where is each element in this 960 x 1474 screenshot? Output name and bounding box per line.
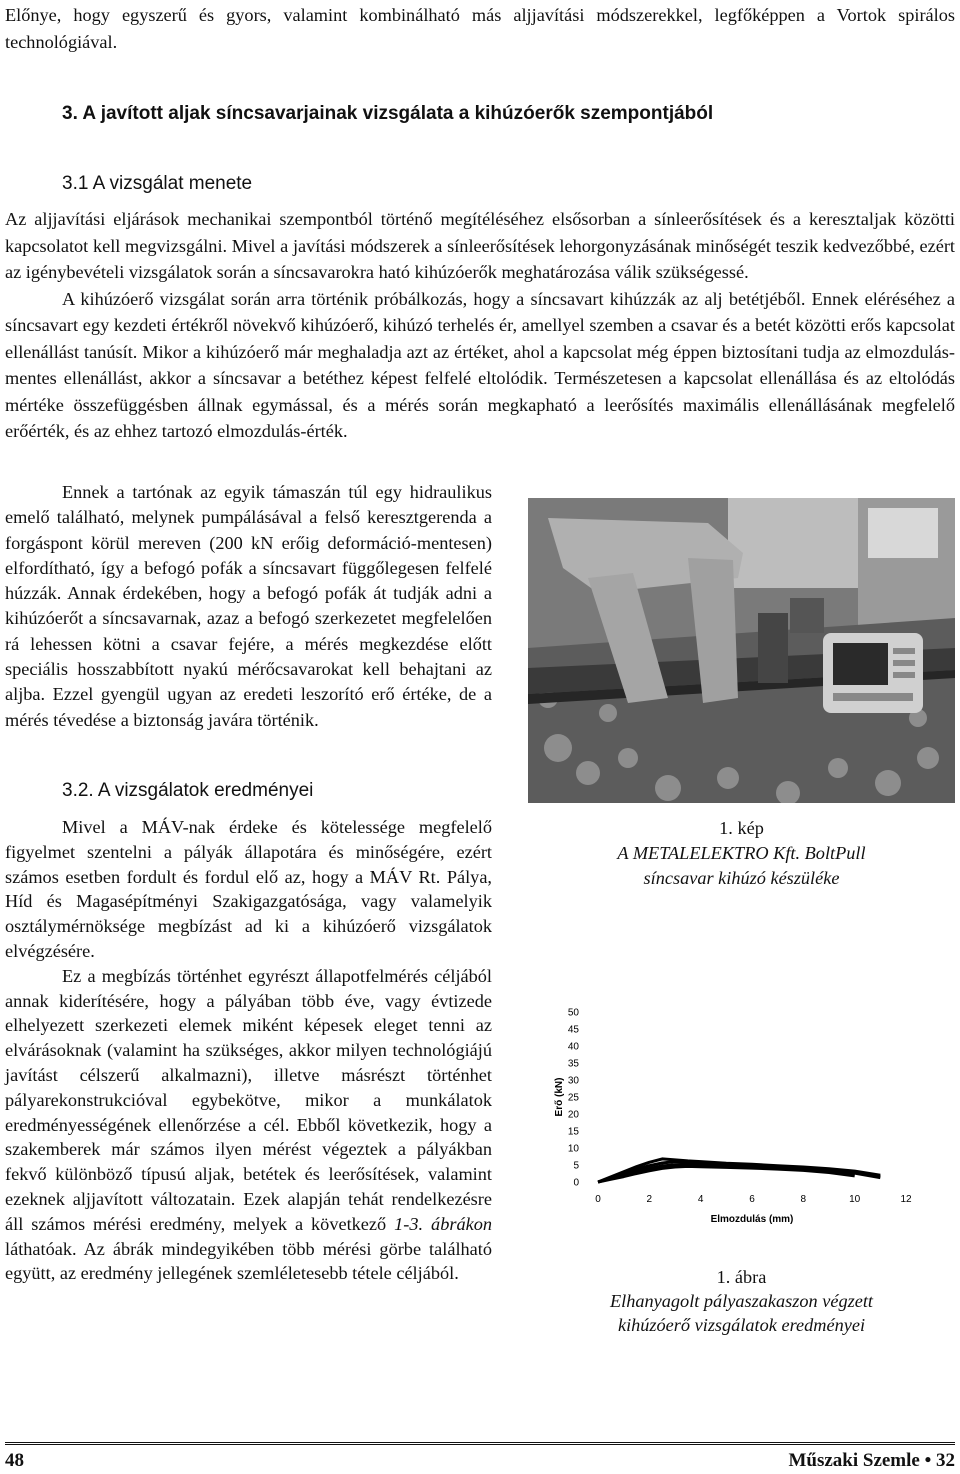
section-3-2-body xyxy=(5,815,492,1286)
footer-rule xyxy=(5,1442,955,1445)
photo-caption xyxy=(528,816,955,891)
chart-caption-line-2: kihúzóerő vizsgálatok eredményei xyxy=(617,1315,866,1335)
y-tick-label: 5 xyxy=(573,1160,579,1172)
intro-paragraph: Előnye, hogy egyszerű és gyors, valamint kombinálható más aljjavítási módszerekkel, legfőképpen a Vortok spirálos technológiával. xyxy=(5,5,955,52)
y-tick-label: 40 xyxy=(567,1041,579,1053)
x-tick-label: 0 xyxy=(595,1194,601,1205)
y-tick-label: 35 xyxy=(567,1058,579,1070)
chart-caption-line-1: Elhanyagolt pályaszakaszon végzett xyxy=(609,1291,873,1311)
y-tick-label: 30 xyxy=(567,1075,579,1087)
photo-caption-number: 1. kép xyxy=(719,818,764,838)
section-3-1-paragraph-1: Az aljjavítási eljárások mechanikai szempontból történő megítéléséhez elsősorban a sínleerősítések és a keresztaljak közötti kapcsolatot kell megvizsgálni. Mivel a javítási módszerek a sínleerősítések lehorgonyzásának minőségét teszik kedvezőbbé, ezért az igénybevételi vizsgálatok során a síncsavarokra ható kihúzóerők meghatározása válik szükségessé. xyxy=(5,209,955,282)
photo-caption-line-2: síncsavar kihúzó készüléke xyxy=(643,868,840,888)
x-tick-label: 8 xyxy=(800,1194,807,1205)
section-3-1-heading: 3.1 A vizsgálat menete xyxy=(62,173,253,194)
x-tick-label: 10 xyxy=(849,1194,861,1205)
y-tick-label: 10 xyxy=(567,1143,579,1155)
section-3-1-paragraph-2: A kihúzóerő vizsgálat során arra történik próbálkozás, hogy a síncsavart kihúzzák az alj betétjéből. Ennek eléréséhez a síncsavart egy kezdeti értékről növekvő kihúzóerő, kihúzó terhelés ér, amellyel szemben a csavar és a betét közötti erős kapcsolat ellenállást tanúsít. Mikor a kihúzóerő már meghaladja azt az értéket, ahol a kapcsolat még éppen biztosítani tudja az elmozdulás-mentes ellenállást, akkor a síncsavar a betéthez képest felfelé eltolódik. Természetesen a kapcsolat ellenállása és az eltolódás mértéke összefüggésben állnak egymással, és a mérés során megkapható a leerősítés maximális ellenállásának megfelelő erőérték, és az ehhez tartozó elmozdulás-érték. xyxy=(5,288,955,441)
section-3-heading: 3. A javított aljak síncsavarjainak vizsgálata a kihúzóerők szempontjából xyxy=(62,103,714,124)
x-tick-label: 12 xyxy=(900,1194,912,1205)
page-number: 48 xyxy=(5,1450,24,1471)
figure-reference: 1-3. ábrákon xyxy=(394,1213,492,1234)
y-tick-label: 0 xyxy=(573,1177,579,1189)
x-tick-label: 4 xyxy=(697,1194,704,1205)
left-column-paragraph-1: Ennek a tartónak az egyik támaszán túl egy hidraulikus emelő található, melynek pumpálásával a felső keresztgerenda a forgáspont körül mereven (200 kN erőig deformáció-mentesen) elfordítható, így a befogó pofák a síncsavart függőlegesen felfelé húzzák. Annak érdekében, hogy a befogó pofák át tudják adni a kihúzóerőt a síncsavarnak, azaz a befogó szerkezetet megfelelően rá lehessen kötni a csavar fejére, a mérés megkezdése előtt speciális hosszabbított nyakú mérőcsavarokat kell behajtani az aljba. Ezzel gyengül ugyan az eredeti leszorító erő értéke, de a mérés tévedése a biztonság javára történik. xyxy=(5,482,492,730)
chart-caption-number: 1. ábra xyxy=(716,1267,767,1287)
photo-boltpull-device xyxy=(528,498,955,803)
section-3-1-body xyxy=(5,206,955,445)
chart-svg xyxy=(528,1000,955,1240)
chart-caption xyxy=(528,1265,955,1337)
y-tick-label: 25 xyxy=(567,1092,579,1104)
y-tick-label: 45 xyxy=(567,1024,579,1036)
y-tick-label: 15 xyxy=(567,1126,579,1138)
section-3-2-paragraph-1: Mivel a MÁV-nak érdeke és kötelessége megfelelő figyelmet szentelni a pályák állapotára és minőségére, ezért számos esetben fordult és fordul elő az, hogy a MÁV Rt. Pálya, Híd és Magasépítményi Szakigazgatósága, vagy valamelyik osztálymérnöksége megbízást ad ki a kihúzóerő vizsgálatok elvégzésére. xyxy=(5,817,492,961)
section-3-2-heading: 3.2. A vizsgálatok eredményei xyxy=(62,780,314,801)
x-tick-label: 2 xyxy=(646,1194,653,1205)
photo-illustration xyxy=(528,498,955,803)
chart-pullout-force xyxy=(528,1000,955,1240)
y-tick-label: 50 xyxy=(567,1007,579,1019)
section-3-2-paragraph-2 xyxy=(5,964,492,1286)
journal-name: Műszaki Szemle • 32 xyxy=(788,1450,955,1471)
y-axis-label: Erő (kN) xyxy=(554,1077,565,1117)
paragraph-text-end: láthatóak. Az ábrák mindegyikében több mérési görbe található együtt, az eredmény jellegének szemléletesebb tétele céljából. xyxy=(5,1238,492,1284)
x-tick-label: 6 xyxy=(749,1194,755,1205)
y-tick-label: 20 xyxy=(567,1109,579,1121)
paragraph-text: Ez a megbízás történhet egyrészt állapotfelmérés céljából annak kiderítésére, hogy a pályában több éve, vagy évtizede elhelyezett szerkezeti elemek miként képesek eleget tenni az elvárásoknak (valamint ha szükséges, akkor milyen technológiájú javítást célszerű alkalmazni), illetve másrészt történhet pályarekonstrukcióval egybekötve, mikor a munkálatok eredményességének ellenőrzése a cél. Ebből következik, hogy a szakemberek már számos ilyen mérést végeztek a pályákban fekvő különböző típusú aljak, betétek és leerősítések, valamint ezeknek aljjavított változatain. Ezek alapján tehát rendelkezésre áll számos mérési eredmény, melyek a következő xyxy=(5,965,492,1234)
x-axis-label: Elmozdulás (mm) xyxy=(710,1214,794,1225)
photo-caption-line-1: A METALELEKTRO Kft. BoltPull xyxy=(617,843,866,863)
